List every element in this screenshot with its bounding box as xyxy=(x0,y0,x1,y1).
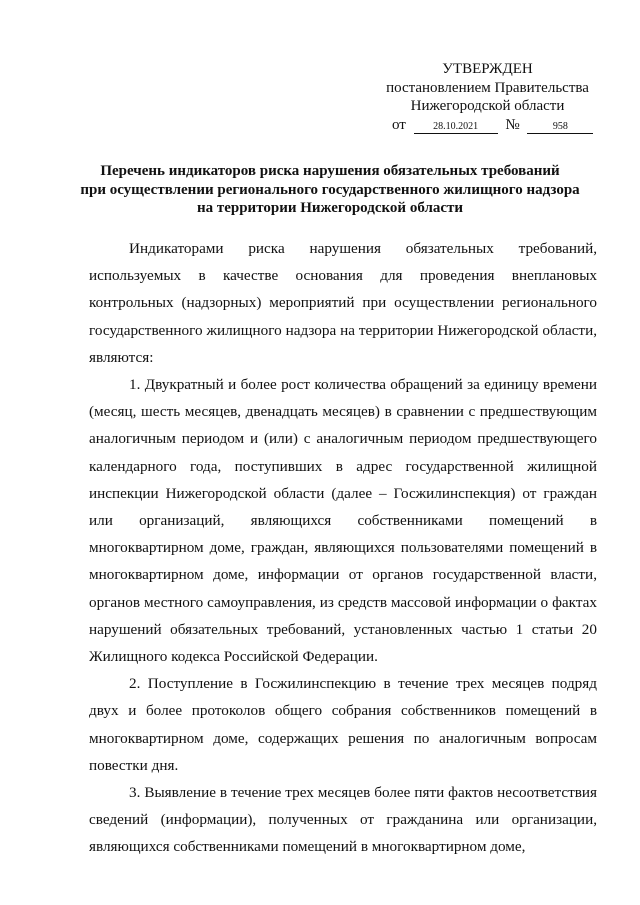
approval-number: 958 xyxy=(527,120,593,134)
paragraph-item-1: 1. Двукратный и более рост количества обращений за единицу времени (месяц, шесть месяцев, двенадцать месяцев) в сравнении с предшествующим аналогичным периодом и (или) с аналогичным периодом предшествующего календарного года, поступивших в адрес государственной жилищной инспекции Нижегородской области (далее – Госжилинспекция) от граждан или организаций, являющихся собственниками помещений в многоквартирном доме, граждан, являющихся пользователями помещений в многоквартирном доме, информации от органов государственной власти, органов местного самоуправления, из средств массовой информации о фактах нарушений обязательных требований, установленных частью 1 статьи 20 Жилищного кодекса Российской Федерации. xyxy=(89,376,597,666)
approval-number-label: № xyxy=(505,116,520,133)
approval-region: Нижегородской области xyxy=(410,98,565,114)
title-line-2: при осуществлении регионального государственного жилищного надзора xyxy=(80,181,580,198)
approval-stamp: УТВЕРЖДЕН xyxy=(442,61,533,77)
approval-block xyxy=(360,60,615,134)
title-line-1: Перечень индикаторов риска нарушения обязательных требований xyxy=(100,163,560,179)
approval-date-line xyxy=(360,116,615,135)
document-title xyxy=(70,162,590,218)
approval-from-label: от xyxy=(392,116,406,133)
paragraph-item-3: 3. Выявление в течение трех месяцев более пяти фактов несоответствия сведений (информации), полученных от гражданина или организации, являющихся собственниками помещений в многоквартирном доме, xyxy=(89,784,597,856)
document-body xyxy=(89,235,597,861)
approval-date: 28.10.2021 xyxy=(414,120,498,134)
paragraph-item-2: 2. Поступление в Госжилинспекцию в течение трех месяцев подряд двух и более протоколов общего собрания собственников помещений в многоквартирном доме, содержащих решения по аналогичным вопросам повестки дня. xyxy=(89,675,597,774)
paragraph-intro: Индикаторами риска нарушения обязательных требований, используемых в качестве основания для проведения внеплановых контрольных (надзорных) мероприятий при осуществлении регионального государственного жилищного надзора на территории Нижегородской области, являются: xyxy=(89,240,597,366)
title-line-3: на территории Нижегородской области xyxy=(196,200,464,216)
approval-authority: постановлением Правительства xyxy=(386,79,589,96)
